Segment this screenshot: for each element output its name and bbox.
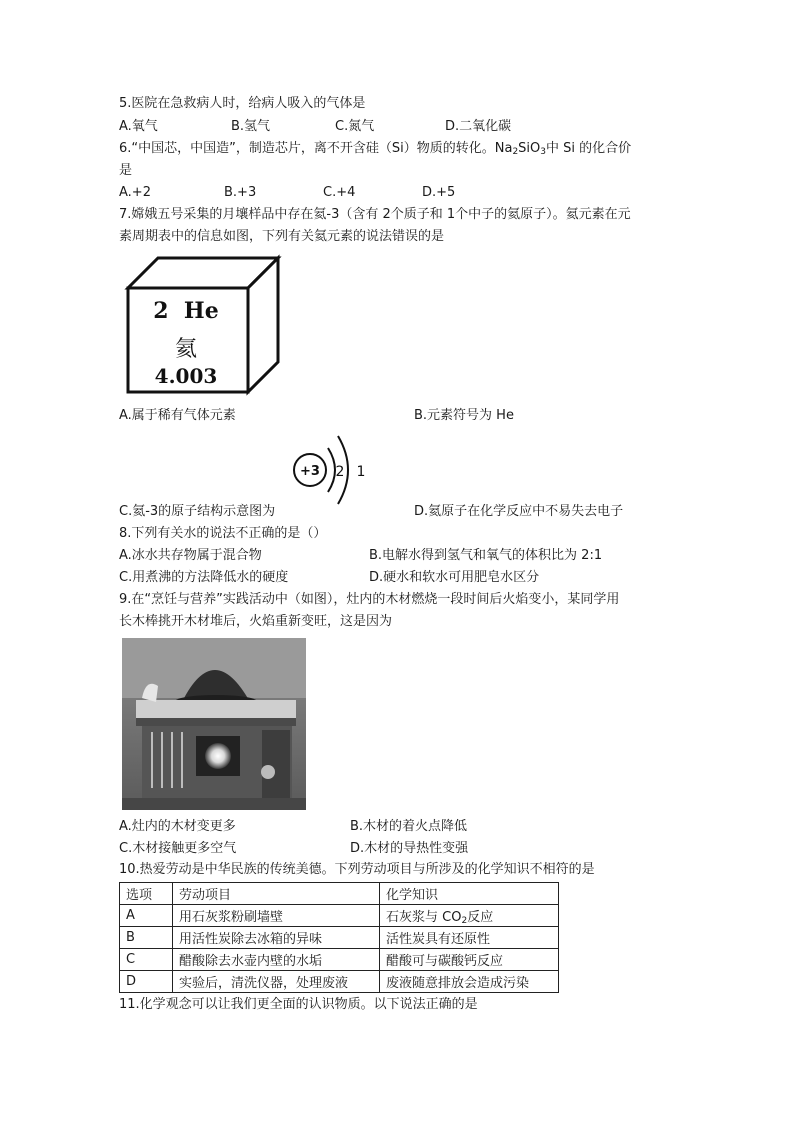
table-header-row (120, 883, 559, 905)
tile-atomic-mass: 4.003 (154, 364, 218, 388)
q6-option-c: C.+4 (323, 185, 356, 200)
q8-stem: 8.下列有关水的说法不正确的是（） (119, 526, 327, 541)
row-knowledge: 活性炭具有还原性 (380, 927, 559, 949)
table-row (120, 927, 559, 949)
q7-option-b: B.元素符号为 He (414, 408, 514, 423)
q9-option-a: A.灶内的木材变更多 (119, 819, 236, 834)
q6-option-a: A.+2 (119, 185, 151, 200)
q5-option-d: D.二氧化碳 (445, 119, 512, 134)
atom-structure-diagram (292, 430, 382, 510)
q7-option-c: C.氦-3的原子结构示意图为 (119, 504, 276, 519)
helium-element-tile (124, 254, 282, 396)
q5-option-b: B.氢气 (231, 119, 271, 134)
row-knowledge: 醋酸可与碳酸钙反应 (380, 949, 559, 971)
q6-stem-line2: 是 (119, 163, 133, 178)
row-option: C (120, 949, 173, 971)
row-knowledge: 废液随意排放会造成污染 (380, 971, 559, 993)
header-labor: 劳动项目 (173, 883, 380, 905)
tile-number-symbol: 2 He (153, 298, 219, 324)
q10-stem: 10.热爱劳动是中华民族的传统美德。下列劳动项目与所涉及的化学知识不相符的是 (119, 862, 595, 877)
q8-option-b: B.电解水得到氢气和氧气的体积比为 2:1 (369, 548, 603, 563)
q6-option-d: D.+5 (422, 185, 456, 200)
row-option: A (120, 905, 173, 927)
q8-option-a: A.冰水共存物属于混合物 (119, 548, 262, 563)
q7-stem-line1: 7.嫦娥五号采集的月壤样品中存在氦-3（含有 2个质子和 1个中子的氦原子）。氦元素在元 (119, 207, 631, 222)
q8-option-d: D.硬水和软水可用肥皂水区分 (369, 570, 540, 585)
shell2-electrons: 1 (356, 464, 366, 480)
q7-option-a: A.属于稀有气体元素 (119, 408, 236, 423)
q5-stem: 5.医院在急救病人时，给病人吸入的气体是 (119, 96, 366, 111)
q7-stem-line2: 素周期表中的信息如图，下列有关氦元素的说法错误的是 (119, 229, 445, 244)
row-option: B (120, 927, 173, 949)
header-knowledge: 化学知识 (380, 883, 559, 905)
header-option: 选项 (120, 883, 173, 905)
q8-option-c: C.用煮沸的方法降低水的硬度 (119, 570, 289, 585)
nucleus-charge: +3 (300, 464, 320, 479)
row-labor: 实验后，清洗仪器，处理废液 (173, 971, 380, 993)
shell1-electrons: 2 (335, 464, 345, 480)
q5-option-a: A.氧气 (119, 119, 158, 134)
table-row (120, 905, 559, 927)
q9-option-d: D.木材的导热性变强 (350, 841, 469, 856)
q5-option-c: C.氮气 (335, 119, 375, 134)
q6-option-b: B.+3 (224, 185, 257, 200)
table-row (120, 949, 559, 971)
row-knowledge: 石灰浆与 $CO_2$反应 (380, 905, 559, 927)
row-option: D (120, 971, 173, 993)
tile-element-name: 氦 (174, 337, 197, 362)
q9-option-c: C.木材接触更多空气 (119, 841, 237, 856)
table-row (120, 971, 559, 993)
q9-stem-line1: 9.在“烹饪与营养”实践活动中（如图），灶内的木材燃烧一段时间后火焰变小，某同学用 (119, 592, 620, 607)
row-labor: 用活性炭除去冰箱的异味 (173, 927, 380, 949)
q6-stem-line1: 6.“中国芯，中国造”，制造芯片，离不开含硅（Si）物质的转化。$Na_2SiO_3$中 Si 的化合价 (119, 141, 632, 157)
stove-photo (122, 638, 306, 810)
q11-stem: 11.化学观念可以让我们更全面的认识物质。以下说法正确的是 (119, 997, 478, 1012)
row-labor: 醋酸除去水壶内壁的水垢 (173, 949, 380, 971)
q9-option-b: B.木材的着火点降低 (350, 819, 468, 834)
q7-option-d: D.氦原子在化学反应中不易失去电子 (414, 504, 624, 519)
row-labor: 用石灰浆粉刷墙壁 (173, 905, 380, 927)
labor-knowledge-table (119, 882, 559, 993)
q9-stem-line2: 长木棒挑开木材堆后，火焰重新变旺，这是因为 (119, 614, 393, 629)
